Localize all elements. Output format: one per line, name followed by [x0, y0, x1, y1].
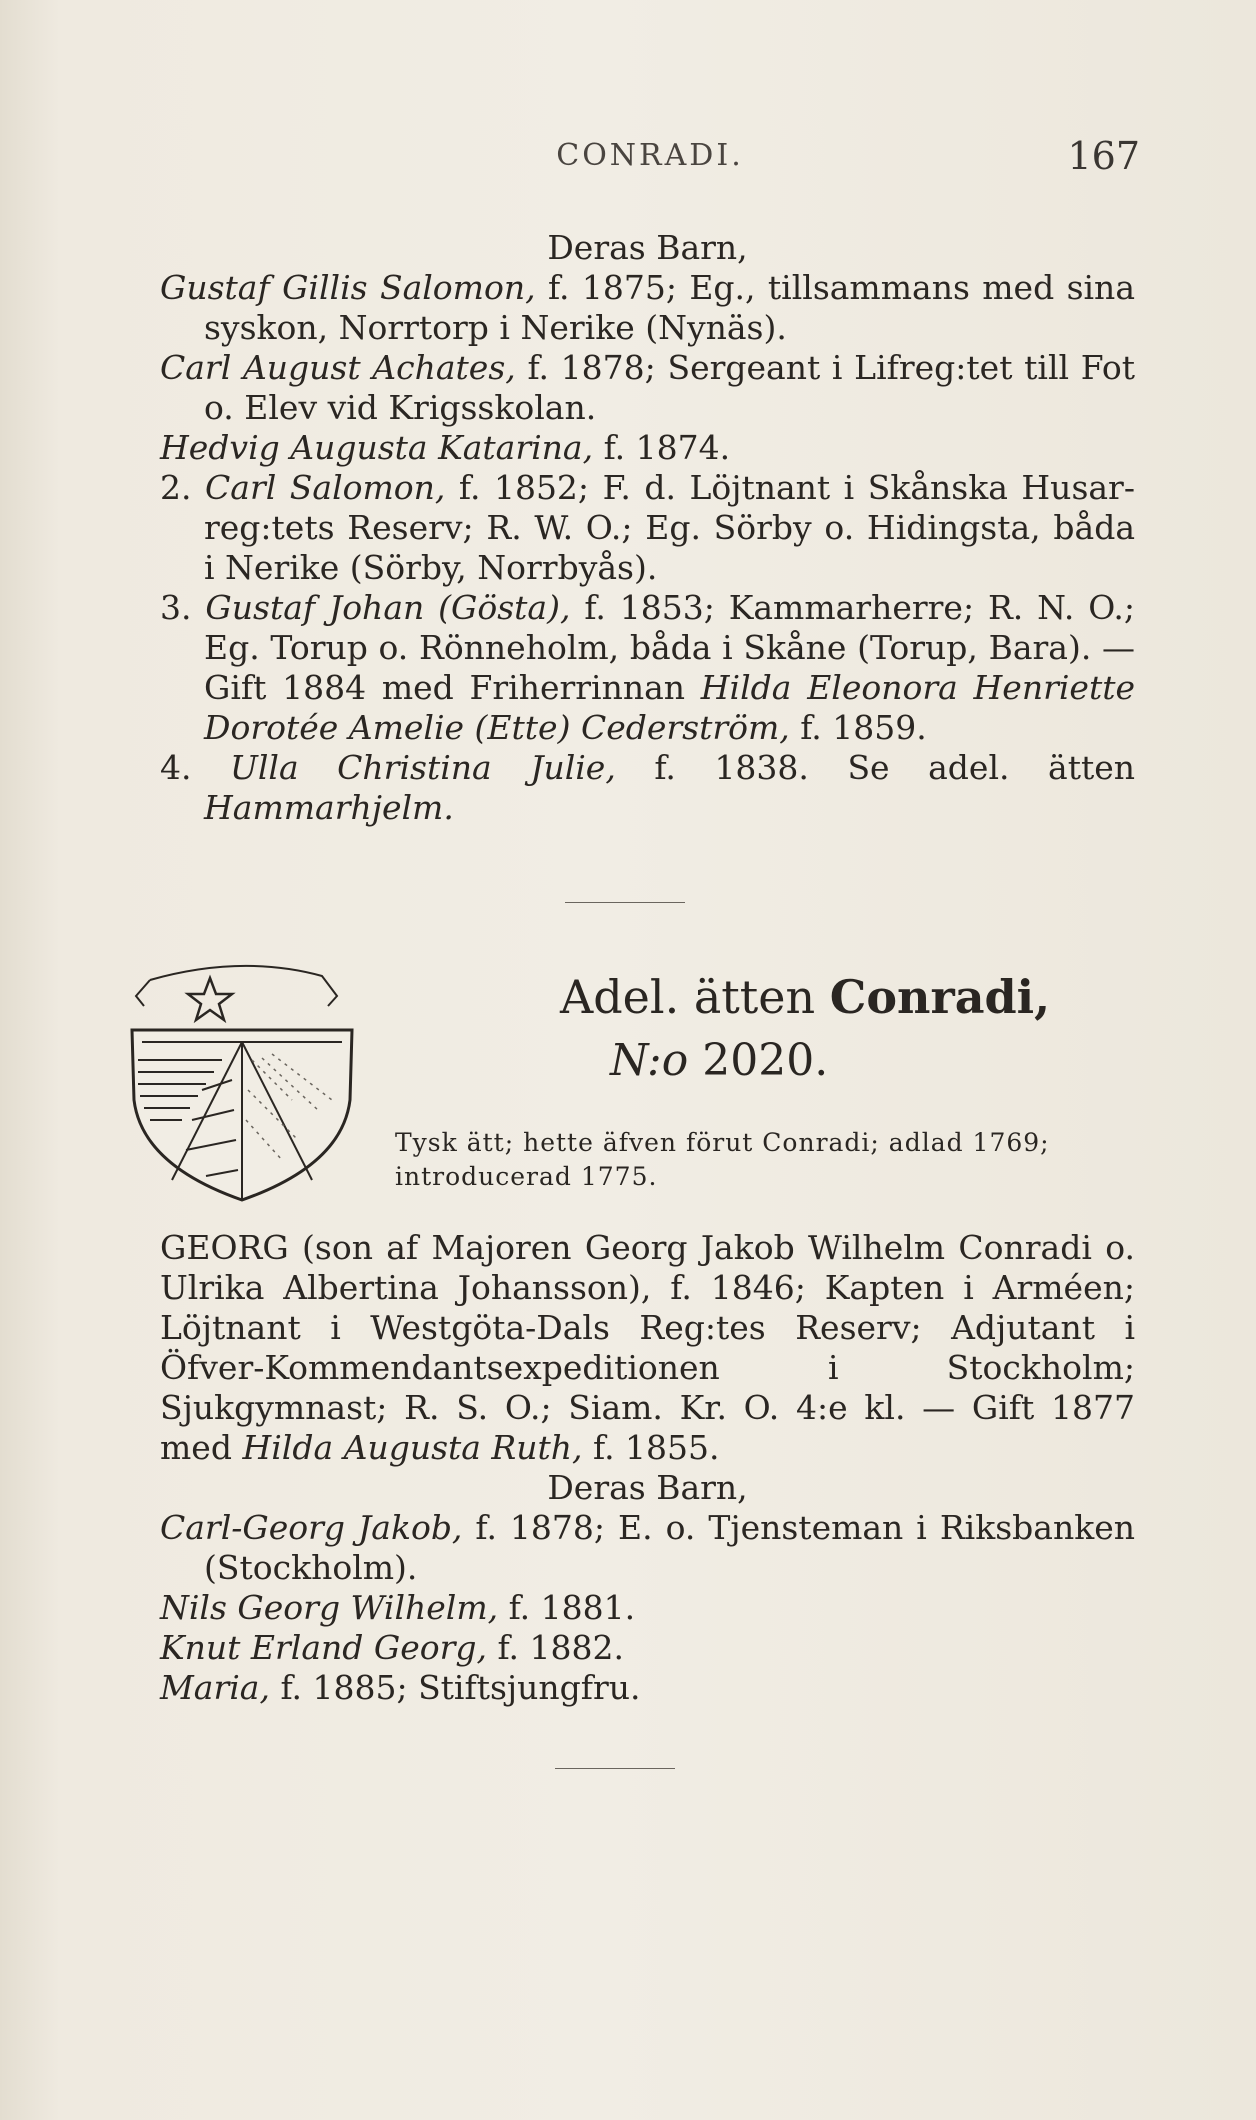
numbered-entry — [160, 748, 1135, 828]
child-entry — [160, 1668, 1135, 1708]
child-name: Carl-Georg Jakob, — [160, 1508, 463, 1547]
children-heading: Deras Barn, — [547, 228, 748, 267]
child-name: Hedvig Augusta Katarina, — [160, 428, 594, 467]
entry-name: Carl Salomon, — [205, 468, 446, 507]
family-number-prefix: N:o — [610, 1035, 689, 1086]
child-details: f. 1878; Sergeant i Lifreg:tet till Fot o. Elev vid Krigsskolan. — [204, 348, 1135, 427]
running-title: CONRADI. — [556, 138, 744, 173]
entry-number: 4. — [160, 748, 192, 787]
spouse-name: Hilda Augusta Ruth, — [242, 1428, 583, 1467]
page-number: 167 — [1067, 134, 1140, 178]
child-entry — [160, 428, 1135, 468]
family-number-value: 2020. — [702, 1035, 829, 1086]
child-details: f. 1878; E. o. Tjensteman i Riksbanken (Stockholm). — [204, 1508, 1135, 1587]
spouse-details: f. 1859. — [789, 708, 927, 747]
family-note-text: Tysk ätt; hette äfven förut Conradi; adlad 1769; introducerad 1775. — [395, 1128, 1050, 1191]
entry-details: f. 1838. Se adel. ätten — [615, 748, 1136, 787]
entry-name: Ulla Christina Julie, — [230, 748, 616, 787]
child-name: Maria, — [160, 1668, 270, 1707]
child-name: Carl August Achates, — [160, 348, 516, 387]
family-note — [395, 1126, 1135, 1194]
spouse-name: Hilda Eleonora Henriette Dorotée Amelie (Ette) Cederström, — [204, 668, 1136, 747]
family-name: Conradi, — [829, 970, 1051, 1024]
section-divider — [555, 1768, 675, 1769]
entry-number: 2. — [160, 468, 192, 507]
continued-entry-block — [160, 228, 1135, 828]
family-title — [560, 970, 1050, 1024]
page-header — [160, 134, 1140, 186]
family-number — [610, 1035, 828, 1086]
child-details: f. 1875; Eg., tillsammans med sina syskon, Norrtorp i Nerike (Nynäs). — [204, 268, 1135, 347]
entry-details: f. 1853; Kammarherre; R. N. O.; Eg. Torup o. Rönneholm, båda i Skåne (Torup, Bara). — Gift 1884 med Friherrinnan — [204, 588, 1136, 707]
child-name: Gustaf Gillis Salomon, — [160, 268, 536, 307]
child-entry — [160, 1628, 1135, 1668]
family-entry-block — [160, 1228, 1135, 1708]
children-heading: Deras Barn, — [547, 1468, 748, 1507]
child-entry — [160, 1588, 1135, 1628]
cross-reference: Hammarhjelm. — [204, 788, 454, 827]
head-entry — [160, 1228, 1135, 1468]
spouse-details: f. 1855. — [582, 1428, 720, 1467]
numbered-entry — [160, 588, 1135, 748]
child-details: f. 1885; Stiftsjungfru. — [269, 1668, 641, 1707]
child-entry — [160, 268, 1135, 348]
numbered-entry — [160, 468, 1135, 588]
child-details: f. 1882. — [487, 1628, 625, 1667]
child-entry — [160, 1508, 1135, 1588]
entry-number: 3. — [160, 588, 192, 627]
family-title-prefix: Adel. ätten — [560, 970, 830, 1024]
child-details: f. 1874. — [593, 428, 731, 467]
head-entry-text: GEORG (son af Majoren Georg Jakob Wilhelm Conradi o. Ulrika Albertina Johansson), f. 1846; Kapten i Arméen; Löjtnant i Westgöta-Dals Reg:tes Reserv; Adjutant i Öfver-Kommendantsexpeditionen i Stockholm; Sjukgymnast; R. S. O.; Siam. Kr. O. 4:e kl. — Gift 1877 med — [160, 1228, 1135, 1467]
coat-of-arms-icon — [122, 950, 362, 1210]
child-name: Knut Erland Georg, — [160, 1628, 488, 1667]
entry-name: Gustaf Johan (Gösta), — [205, 588, 571, 627]
child-details: f. 1881. — [498, 1588, 636, 1627]
child-name: Nils Georg Wilhelm, — [160, 1588, 499, 1627]
child-entry — [160, 348, 1135, 428]
section-divider — [565, 902, 685, 903]
entry-details: f. 1852; F. d. Löjtnant i Skånska Husar-reg:tets Reserv; R. W. O.; Eg. Sörby o. Hidingsta, båda i Nerike (Sörby, Norrbyås). — [204, 468, 1135, 587]
